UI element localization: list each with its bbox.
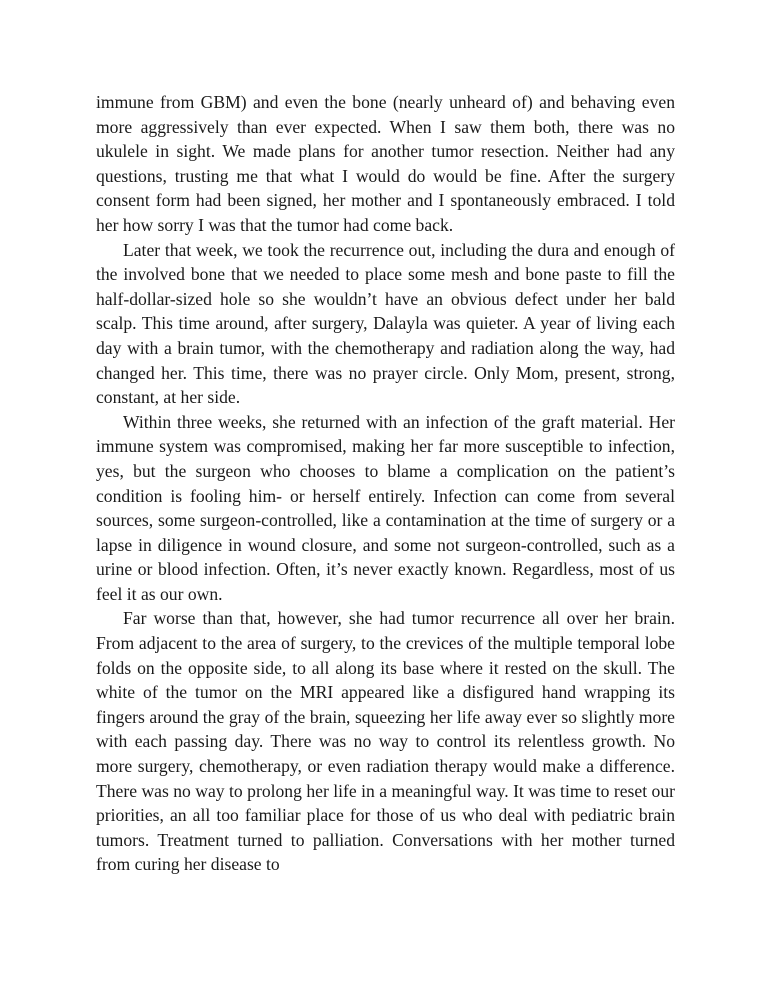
paragraph-2: Later that week, we took the recurrence out, including the dura and enough of the involved bone that we needed to place some mesh and bone paste to fill the half-dollar-sized hole so she wouldn’t have an obvious defect under her bald scalp. This time around, after surgery, Dalayla was quieter. A year of living each day with a brain tumor, with the chemotherapy and radiation along the way, had changed her. This time, there was no prayer circle. Only Mom, present, strong, constant, at her side.: [96, 239, 675, 408]
paragraph-4: Far worse than that, however, she had tumor recurrence all over her brain. From adjacent to the area of surgery, to the crevices of the multiple temporal lobe folds on the opposite side, to all along its base where it rested on the skull. The white of the tumor on the MRI appeared like a disfigured hand wrapping its fingers around the gray of the brain, squeezing her life away ever so slightly more with each passing day. There was no way to control its relentless growth. No more surgery, chemotherapy, or even radiation therapy would make a difference. There was no way to prolong her life in a meaningful way. It was time to reset our priorities, an all too familiar place for those of us who deal with pediatric brain tumors. Treatment turned to palliation. Conversations with her mother turned from curing her disease to: [96, 608, 675, 875]
book-page-body: [96, 90, 675, 877]
paragraph-1: immune from GBM) and even the bone (nearly unheard of) and behaving even more aggressively than ever expected. When I saw them both, there was no ukulele in sight. We made plans for another tumor resection. Neither had any questions, trusting me that what I would do would be fine. After the surgery consent form had been signed, her mother and I spontaneously embraced. I told her how sorry I was that the tumor had come back.: [96, 92, 675, 235]
paragraph-3: Within three weeks, she returned with an infection of the graft material. Her immune system was compromised, making her far more susceptible to infection, yes, but the surgeon who chooses to blame a complication on the patient’s condition is fooling him- or herself entirely. Infection can come from several sources, some surgeon-controlled, like a contamination at the time of surgery or a lapse in diligence in wound closure, and some not surgeon-controlled, such as a urine or blood infection. Often, it’s never exactly known. Regardless, most of us feel it as our own.: [96, 411, 675, 604]
